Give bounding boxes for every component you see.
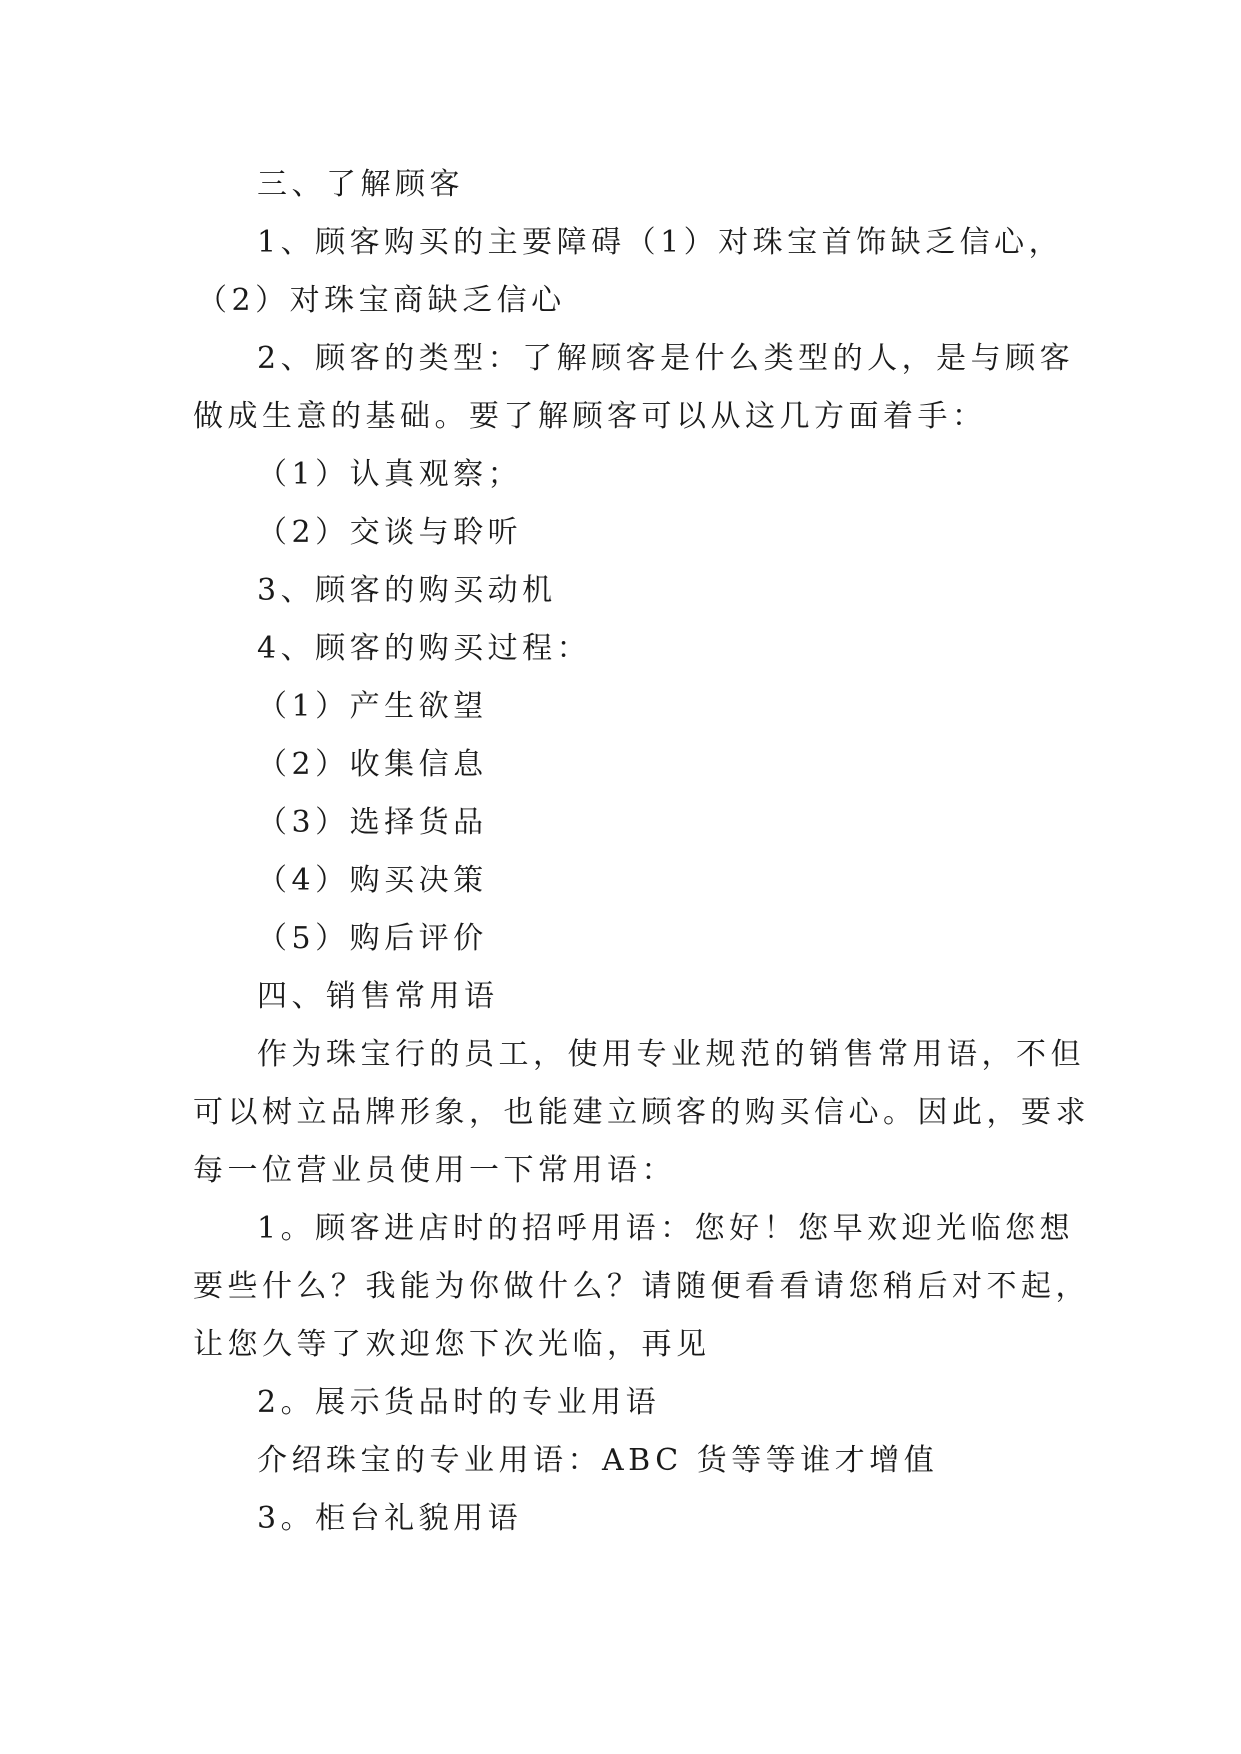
paragraph-line: 2。展示货品时的专业用语 (257, 1385, 661, 1420)
list-item: （2）交谈与聆听 (257, 515, 523, 550)
paragraph-line: 1、顾客购买的主要障碍（1）对珠宝首饰缺乏信心， (257, 225, 1064, 260)
paragraph-line: 可以树立品牌形象，也能建立顾客的购买信心。因此，要求 (193, 1095, 1090, 1130)
list-item: （5）购后评价 (257, 921, 488, 956)
list-item: （1）认真观察； (257, 457, 523, 492)
list-item: （3）选择货品 (257, 805, 488, 840)
paragraph-line: 作为珠宝行的员工，使用专业规范的销售常用语，不但 (257, 1037, 1085, 1072)
paragraph-line: 让您久等了欢迎您下次光临，再见 (193, 1327, 711, 1362)
paragraph-line: （2）对珠宝商缺乏信心 (197, 283, 566, 318)
list-item: （4）购买决策 (257, 863, 488, 898)
list-item: （1）产生欲望 (257, 689, 488, 724)
paragraph-line: 3。柜台礼貌用语 (257, 1501, 523, 1536)
paragraph-line: 要些什么？我能为你做什么？请随便看看请您稍后对不起， (193, 1269, 1090, 1304)
list-item: （2）收集信息 (257, 747, 488, 782)
paragraph-line: 3、顾客的购买动机 (257, 573, 557, 608)
section-heading: 四、销售常用语 (257, 979, 499, 1014)
paragraph-line: 每一位营业员使用一下常用语： (193, 1153, 676, 1188)
paragraph-line: 4、顾客的购买过程： (257, 631, 592, 666)
paragraph-line: 1。顾客进店时的招呼用语：您好！您早欢迎光临您想 (257, 1211, 1075, 1246)
paragraph-line: 介绍珠宝的专业用语：ABC 货等等谁才增值 (257, 1443, 939, 1478)
section-heading: 三、了解顾客 (257, 167, 464, 202)
paragraph-line: 2、顾客的类型：了解顾客是什么类型的人，是与顾客 (257, 341, 1075, 376)
paragraph-line: 做成生意的基础。要了解顾客可以从这几方面着手： (193, 399, 987, 434)
